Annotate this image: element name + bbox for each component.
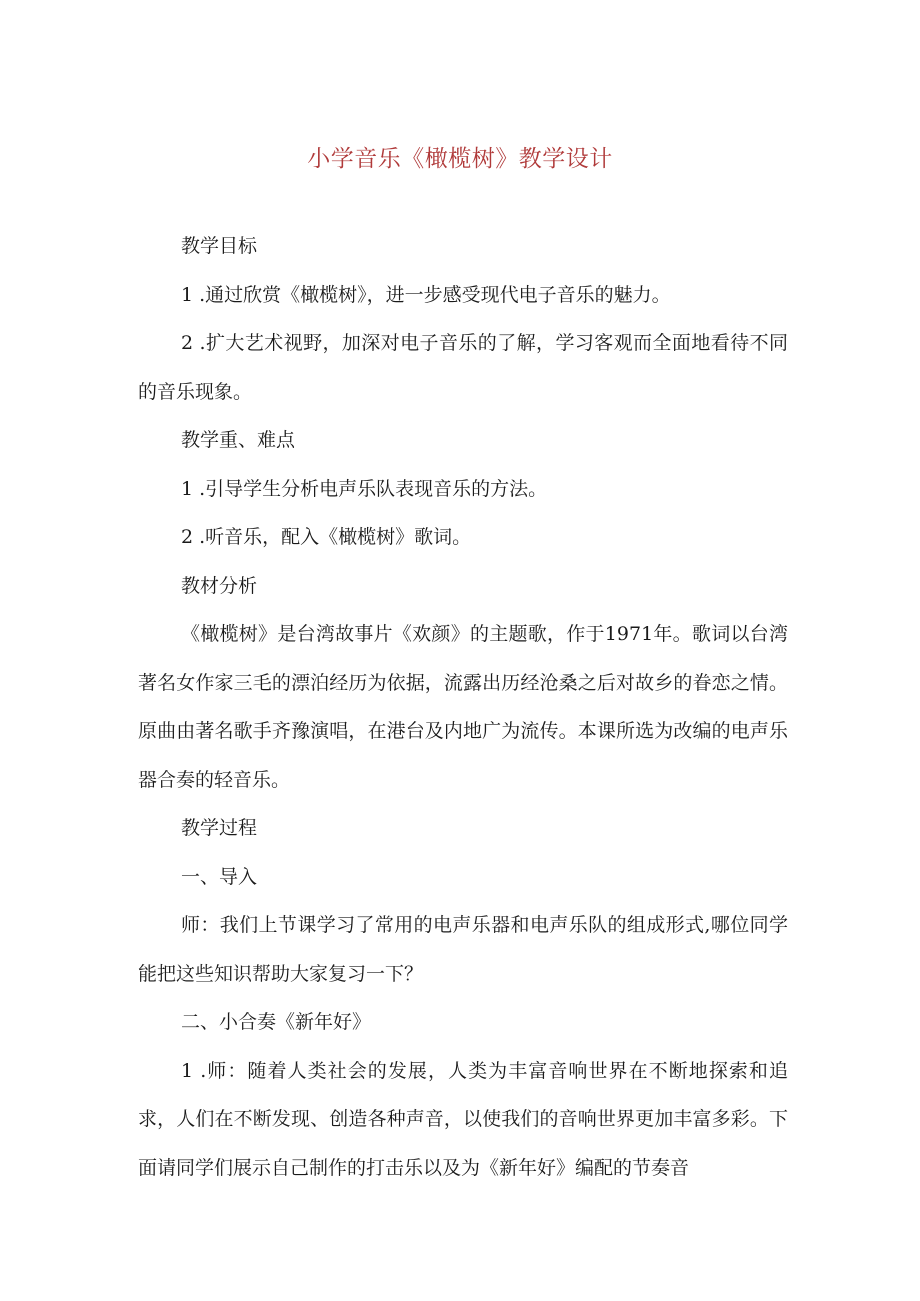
paragraph: 2 .听音乐，配入《橄榄树》歌词。 — [181, 526, 472, 548]
paragraph: 1 .师：随着人类社会的发展，人类为丰富音响世界在不断地探索和追求，人们在不断发现、创造各种声音，以使我们的音响世界更加丰富多彩。下面请同学们展示自己制作的打击乐以及为《新年好》编配的节奏音 — [138, 1059, 788, 1179]
section-heading-objectives: 教学目标 — [181, 235, 258, 257]
document-title: 小学音乐《橄榄树》教学设计 — [307, 146, 613, 172]
section-heading-key-points: 教学重、难点 — [181, 429, 296, 451]
section-heading-intro: 一、导入 — [181, 865, 258, 888]
paragraph: 师：我们上节课学习了常用的电声乐器和电声乐队的组成形式,哪位同学能把这些知识帮助大家复习一下？ — [138, 914, 788, 985]
document-body — [138, 222, 788, 1192]
paragraph: 1 .通过欣赏《橄榄树》，进一步感受现代电子音乐的魅力。 — [181, 283, 671, 306]
paragraph: 2 .扩大艺术视野，加深对电子音乐的了解，学习客观而全面地看待不同的音乐现象。 — [138, 332, 788, 403]
paragraph: 《橄榄树》是台湾故事片《欢颜》的主题歌，作于1971年。歌词以台湾著名女作家三毛的漂泊经历为依据，流露出历经沧桑之后对故乡的眷恋之情。原曲由著名歌手齐豫演唱，在港台及内地广为流传。本课所选为改编的电声乐器合奏的轻音乐。 — [138, 623, 788, 791]
section-heading-process: 教学过程 — [181, 817, 258, 839]
section-heading-material-analysis: 教材分析 — [181, 574, 258, 597]
paragraph: 1 .引导学生分析电声乐队表现音乐的方法。 — [181, 477, 548, 500]
section-heading-ensemble: 二、小合奏《新年好》 — [181, 1011, 372, 1033]
